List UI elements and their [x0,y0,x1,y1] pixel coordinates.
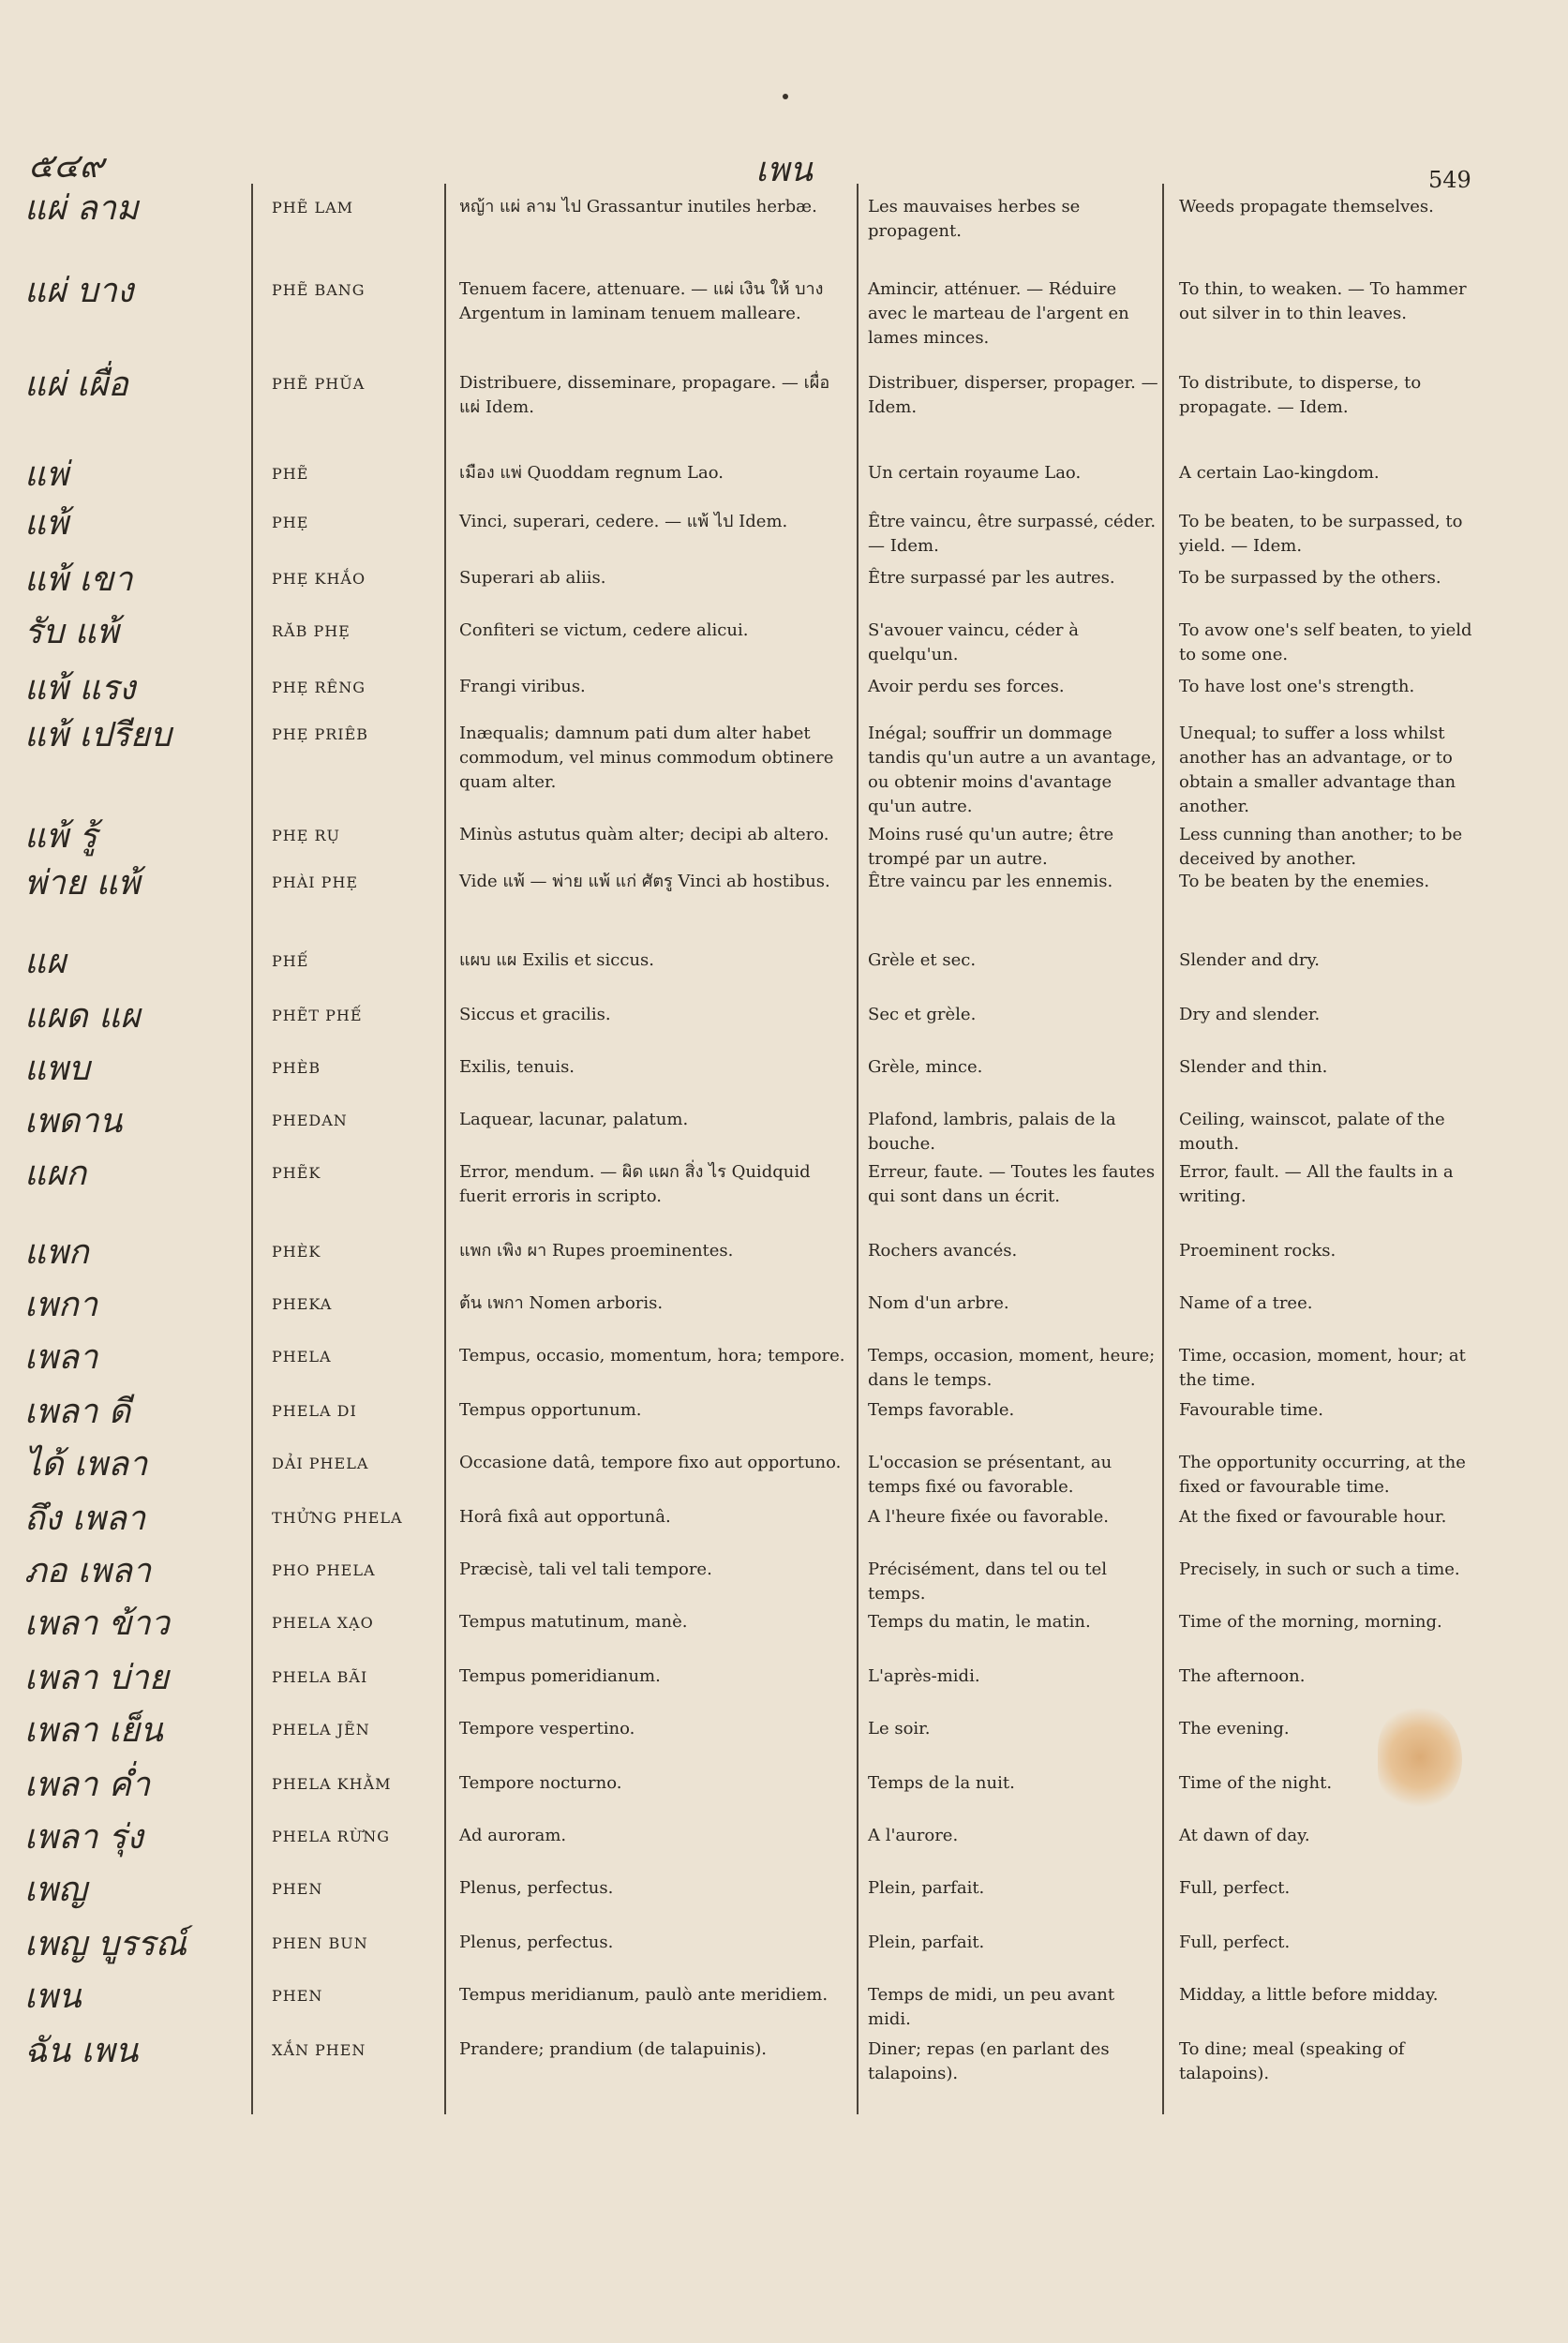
french-definition: Sec et grèle. [868,1005,977,1024]
french-definition: Temps, occasion, moment, heure; dans le temps. [868,1346,1156,1391]
french-definition: Temps de la nuit. [868,1773,1015,1793]
romanization: RĂB PHẸ [272,622,351,640]
romanization: DẢI PHELA [272,1455,369,1472]
romanization: PHEN [272,1987,323,2005]
french-definition: Le soir. [868,1719,931,1739]
thai-headword: แพ้ [24,504,68,543]
french-definition: Plein, parfait. [868,1933,985,1952]
french-definition: Être vaincu, être surpassé, céder. — Idem. [868,512,1157,557]
english-definition: Favourable time. [1179,1400,1324,1420]
romanization: PHELA BÃI [272,1668,368,1686]
english-definition: To have lost one's strength. [1179,677,1415,696]
entry-list [0,184,1568,2084]
thai-headword: แพ่ [24,455,68,494]
entry-row [0,812,1568,870]
thai-headword: แพ้ แรง [24,669,136,708]
english-definition: To thin, to weaken. — To hammer out silver in to thin leaves. [1179,279,1467,324]
romanization: PHẼT PHẾ [272,1007,363,1024]
entry-row [0,1149,1568,1228]
english-definition: Time, occasion, moment, hour; at the time. [1179,1346,1466,1391]
latin-definition: Superari ab aliis. [459,568,606,588]
entry-row [0,499,1568,555]
french-definition: S'avouer vaincu, céder à quelqu'un. [868,620,1079,665]
latin-definition: Laquear, lacunar, palatum. [459,1110,689,1129]
french-definition: Temps du matin, le matin. [868,1612,1091,1632]
english-definition: A certain Lao-kingdom. [1179,463,1380,483]
english-definition: Proeminent rocks. [1179,1241,1337,1261]
entry-row [0,1097,1568,1155]
thai-headword: เพลา รุ่ง [24,1818,143,1857]
french-definition: Nom d'un arbre. [868,1293,1009,1313]
entry-row [0,1865,1568,1919]
thai-headword: แพ้ รู้ [24,817,97,856]
english-definition: To dine; meal (speaking of talapoins). [1179,2039,1405,2084]
romanization: PHEDAN [272,1112,348,1129]
english-definition: Error, fault. — All the faults in a writing. [1179,1162,1454,1207]
french-definition: Grèle et sec. [868,950,977,970]
thai-headword: เพลา บ่าย [24,1659,169,1697]
thai-headword: เพลา ดี [24,1393,131,1431]
french-definition: Grèle, mince. [868,1057,983,1077]
english-definition: Midday, a little before midday. [1179,1985,1439,2005]
french-definition: A l'heure fixée ou favorable. [868,1507,1109,1527]
entry-row [0,555,1568,607]
english-definition: Name of a tree. [1179,1293,1313,1313]
romanization: PHẸ [272,514,309,531]
english-definition: Full, perfect. [1179,1933,1291,1952]
french-definition: Inégal; souffrir un dommage tandis qu'un autre a un avantage, ou obtenir moins d'avantage qu'un autre. [868,724,1157,817]
french-definition: Un certain royaume Lao. [868,463,1082,483]
latin-definition: Prandere; prandium (de talapuinis). [459,2039,767,2059]
thai-headword: เพดาน [24,1102,123,1141]
romanization: XẮN PHEN [272,2041,366,2059]
latin-definition: Siccus et gracilis. [459,1005,611,1024]
entry-row [0,1333,1568,1391]
french-definition: Temps favorable. [868,1400,1015,1420]
english-definition: The evening. [1179,1719,1290,1739]
entry-row [0,184,1568,266]
latin-definition: Exilis, tenuis. [459,1057,575,1077]
entry-row [0,1760,1568,1813]
page-heading: เพน [755,151,813,189]
page-number: 549 [1428,167,1471,193]
entry-row [0,664,1568,710]
french-definition: Moins rusé qu'un autre; être trompé par un autre. [868,825,1114,870]
romanization: PHẼK [272,1164,321,1182]
entry-row [0,1494,1568,1546]
romanization: PHẸ KHẮO [272,570,366,588]
latin-definition: Occasione datâ, tempore fixo aut opportuno. [459,1453,842,1472]
latin-definition: Præcisè, tali vel tali tempore. [459,1560,712,1579]
entry-row [0,266,1568,360]
english-definition: Slender and thin. [1179,1057,1328,1077]
thai-headword: เพลา เย็น [24,1711,163,1750]
latin-definition: Plenus, perfectus. [459,1933,614,1952]
entry-row [0,1919,1568,1972]
romanization: PHELA XẠO [272,1614,374,1632]
entry-row [0,1228,1568,1280]
latin-definition: ต้น เพกา Nomen arboris. [459,1293,664,1313]
romanization: PHELA RỪNG [272,1828,390,1845]
latin-definition: Tempus meridianum, paulò ante meridiem. [459,1985,829,2005]
entry-row [0,1044,1568,1097]
latin-definition: Tempus, occasio, momentum, hora; tempore. [459,1346,845,1366]
latin-definition: หญ้า แผ่ ลาม ไป Grassantur inutiles herbæ. [459,197,817,216]
thai-headword: แผด แผ [24,997,141,1036]
latin-definition: Tempore nocturno. [459,1773,622,1793]
latin-definition: เมือง แพ่ Quoddam regnum Lao. [459,463,724,483]
romanization: PHẸ PRIÊB [272,725,369,743]
romanization: PHÈK [272,1243,321,1261]
romanization: PHẼ PHŬA [272,375,366,393]
english-definition: Weeds propagate themselves. [1179,197,1434,216]
entry-row [0,858,1568,937]
latin-definition: Ad auroram. [459,1826,567,1845]
english-definition: Time of the morning, morning. [1179,1612,1442,1632]
english-definition: Precisely, in such or such a time. [1179,1560,1460,1579]
english-definition: Ceiling, wainscot, palate of the mouth. [1179,1110,1445,1155]
ornament-dot [783,94,788,99]
thai-headword: แพก [24,1233,89,1272]
thai-headword: แผ่ เผื่อ [24,366,128,404]
entry-row [0,1599,1568,1653]
french-definition: Erreur, faute. — Toutes les fautes qui sont dans un écrit. [868,1162,1156,1207]
thai-headword: เพน [24,1977,82,2016]
thai-headword: แผ่ บาง [24,272,134,310]
romanization: THỬNG PHELA [272,1509,403,1527]
french-definition: Diner; repas (en parlant des talapoins). [868,2039,1110,2084]
thai-headword: เพลา ข้าว [24,1604,170,1643]
english-definition: Less cunning than another; to be deceived by another. [1179,825,1463,870]
entry-row [0,450,1568,499]
thai-headword: เพญ บูรรณ์ [24,1925,187,1963]
english-definition: Slender and dry. [1179,950,1321,970]
english-definition: To avow one's self beaten, to yield to some one. [1179,620,1472,665]
latin-definition: Frangi viribus. [459,677,586,696]
thai-headword: เพลา ค่ำ [24,1766,151,1804]
romanization: PHELA [272,1348,332,1366]
french-definition: Amincir, atténuer. — Réduire avec le marteau de l'argent en lames minces. [868,279,1129,349]
thai-headword: ฉัน เพน [24,2032,139,2070]
page-number-thai: ๕๔๙ [28,147,104,186]
thai-headword: แผ่ ลาม [24,189,139,228]
entry-row [0,2026,1568,2084]
romanization: PHO PHELA [272,1561,376,1579]
entry-row [0,1653,1568,1706]
entry-row [0,607,1568,664]
entry-row [0,937,1568,992]
thai-headword: แพ้ เขา [24,560,133,599]
romanization: PHẼ [272,465,309,483]
latin-definition: Tempus matutinum, manè. [459,1612,688,1632]
romanization: PHEN BUN [272,1934,368,1952]
english-definition: Unequal; to suffer a loss whilst another has an advantage, or to obtain a smaller advantage than another. [1179,724,1456,817]
romanization: PHELA JẼN [272,1721,370,1739]
french-definition: Être surpassé par les autres. [868,568,1115,588]
english-definition: To distribute, to disperse, to propagate. — Idem. [1179,373,1422,418]
entry-row [0,1280,1568,1333]
english-definition: Time of the night. [1179,1773,1333,1793]
french-definition: Plafond, lambris, palais de la bouche. [868,1110,1116,1155]
romanization: PHẸ RÊNG [272,679,366,696]
latin-definition: Distribuere, disseminare, propagare. — เผื่อ แผ่ Idem. [459,373,830,418]
english-definition: The opportunity occurring, at the fixed or favourable time. [1179,1453,1466,1498]
french-definition: Temps de midi, un peu avant midi. [868,1985,1115,2030]
french-definition: L'après-midi. [868,1666,980,1686]
french-definition: Avoir perdu ses forces. [868,677,1065,696]
romanization: PHẸ RỤ [272,827,341,844]
latin-definition: Confiteri se victum, cedere alicui. [459,620,749,640]
entry-row [0,1813,1568,1865]
english-definition: The afternoon. [1179,1666,1306,1686]
thai-headword: ได้ เพลา [24,1445,148,1484]
french-definition: Plein, parfait. [868,1878,985,1898]
romanization: PHẼ BANG [272,281,366,299]
latin-definition: Plenus, perfectus. [459,1878,614,1898]
english-definition: To be surpassed by the others. [1179,568,1441,588]
thai-headword: ภอ เพลา [24,1552,152,1590]
entry-row [0,1972,1568,2030]
entry-row [0,1387,1568,1440]
entry-row [0,1546,1568,1604]
romanization: PHÀI PHẸ [272,873,359,891]
french-definition: Distribuer, disperser, propager. — Idem. [868,373,1158,418]
romanization: PHEKA [272,1295,333,1313]
french-definition: A l'aurore. [868,1826,959,1845]
romanization: PHÈB [272,1059,321,1077]
entry-row [0,1440,1568,1498]
thai-headword: เพญ [24,1871,87,1909]
thai-headword: แผ [24,943,67,981]
thai-headword: แผก [24,1155,87,1193]
latin-definition: แผบ แผ Exilis et siccus. [459,950,655,970]
latin-definition: แพก เพิง ผา Rupes proeminentes. [459,1241,734,1261]
french-definition: Être vaincu par les ennemis. [868,872,1113,891]
thai-headword: รับ แพ้ [24,613,119,651]
french-definition: Précisément, dans tel ou tel temps. [868,1560,1108,1604]
latin-definition: Horâ fixâ aut opportunâ. [459,1507,671,1527]
entry-row [0,710,1568,817]
thai-headword: เพลา [24,1338,98,1377]
english-definition: To be beaten by the enemies. [1179,872,1430,891]
french-definition: Rochers avancés. [868,1241,1018,1261]
latin-definition: Tempus opportunum. [459,1400,642,1420]
romanization: PHẾ [272,952,309,970]
english-definition: At the fixed or favourable hour. [1179,1507,1447,1527]
romanization: PHELA KHẰM [272,1775,392,1793]
latin-definition: Vide แพ้ — พ่าย แพ้ แก่ ศัตรู Vinci ab hostibus. [459,872,830,891]
latin-definition: Tempus pomeridianum. [459,1666,661,1686]
thai-headword: พ่าย แพ้ [24,864,141,903]
latin-definition: Vinci, superari, cedere. — แพ้ ไป Idem. [459,512,788,531]
english-definition: At dawn of day. [1179,1826,1310,1845]
english-definition: Full, perfect. [1179,1878,1291,1898]
thai-headword: แพบ [24,1050,90,1088]
thai-headword: ถึง เพลา [24,1500,146,1538]
french-definition: Les mauvaises herbes se propagent. [868,197,1081,242]
entry-row [0,360,1568,450]
thai-headword: เพกา [24,1286,98,1324]
english-definition: To be beaten, to be surpassed, to yield. — Idem. [1179,512,1463,557]
romanization: PHEN [272,1880,323,1898]
latin-definition: Tenuem facere, attenuare. — แผ่ เงิน ให้ บาง Argentum in laminam tenuem malleare. [459,279,824,324]
latin-definition: Error, mendum. — ผิด แผก สิ่ง ไร Quidquid fuerit erroris in scripto. [459,1162,811,1207]
french-definition: L'occasion se présentant, au temps fixé ou favorable. [868,1453,1113,1498]
english-definition: Dry and slender. [1179,1005,1321,1024]
latin-definition: Minùs astutus quàm alter; decipi ab altero. [459,825,829,844]
romanization: PHẼ LAM [272,199,354,216]
latin-definition: Tempore vespertino. [459,1719,635,1739]
entry-row [0,992,1568,1044]
romanization: PHELA DI [272,1402,357,1420]
entry-row [0,1706,1568,1760]
latin-definition: Inæqualis; damnum pati dum alter habet commodum, vel minus commodum obtinere quam alter. [459,724,834,793]
thai-headword: แพ้ เปรียบ [24,716,172,754]
